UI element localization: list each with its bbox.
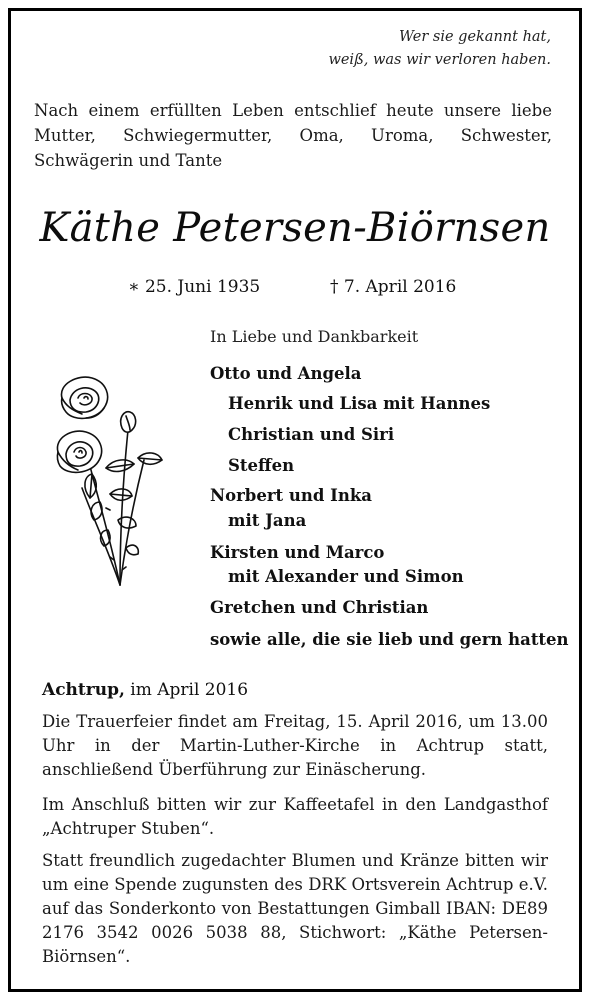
family-line-5: Norbert und Inka (210, 486, 372, 505)
rose-icon (48, 370, 168, 590)
family-line-9: Gretchen und Christian (210, 598, 429, 617)
funeral-info-paragraph: Die Trauerfeier findet am Freitag, 15. April 2016, um 13.00 Uhr in der Martin-Luther-Kirche in Achtrup statt, anschließend Überführung zur Einäscherung. (42, 712, 548, 779)
family-line-1: Otto und Angela (210, 364, 362, 383)
deceased-name: Käthe Petersen-Biörnsen (39, 205, 551, 251)
thanks-intro: In Liebe und Dankbarkeit (210, 327, 419, 346)
death-date: † 7. April 2016 (330, 277, 457, 297)
place-town: Achtrup, (42, 680, 125, 700)
family-line-4: Steffen (228, 456, 295, 475)
place-date: im April 2016 (124, 680, 249, 700)
birth-date: ∗ 25. Juni 1935 (128, 277, 261, 297)
family-line-6: mit Jana (228, 511, 307, 530)
family-line-3: Christian und Siri (228, 425, 395, 444)
family-line-7: Kirsten und Marco (210, 543, 385, 562)
family-line-2: Henrik und Lisa mit Hannes (228, 394, 491, 413)
intro-text: Nach einem erfüllten Leben entschlief heute unsere liebe Mutter, Schwiegermutter, Oma, Uroma, Schwester, Schwägerin und Tante (34, 101, 552, 170)
motto-line-1: Wer sie gekannt hat, (399, 29, 551, 45)
motto-quote (0, 26, 551, 72)
family-line-10: sowie alle, die sie lieb und gern hatten (210, 630, 569, 649)
place-date-line (42, 677, 248, 703)
motto-line-2: weiß, was wir verloren haben. (328, 52, 551, 68)
family-line-8: mit Alexander und Simon (228, 567, 464, 586)
coffee-info-paragraph: Im Anschluß bitten wir zur Kaffeetafel in den Landgasthof „Achtruper Stuben“. (42, 795, 548, 838)
donation-info-paragraph: Statt freundlich zugedachter Blumen und Kränze bitten wir um eine Spende zugunsten des DRK Ortsverein Achtrup e.V. auf das Sonderkonto von Bestattungen Gimball IBAN: DE89 2176 3542 0026 5038 88, Stichwort: „Käthe Petersen-Biörnsen“. (42, 851, 548, 966)
